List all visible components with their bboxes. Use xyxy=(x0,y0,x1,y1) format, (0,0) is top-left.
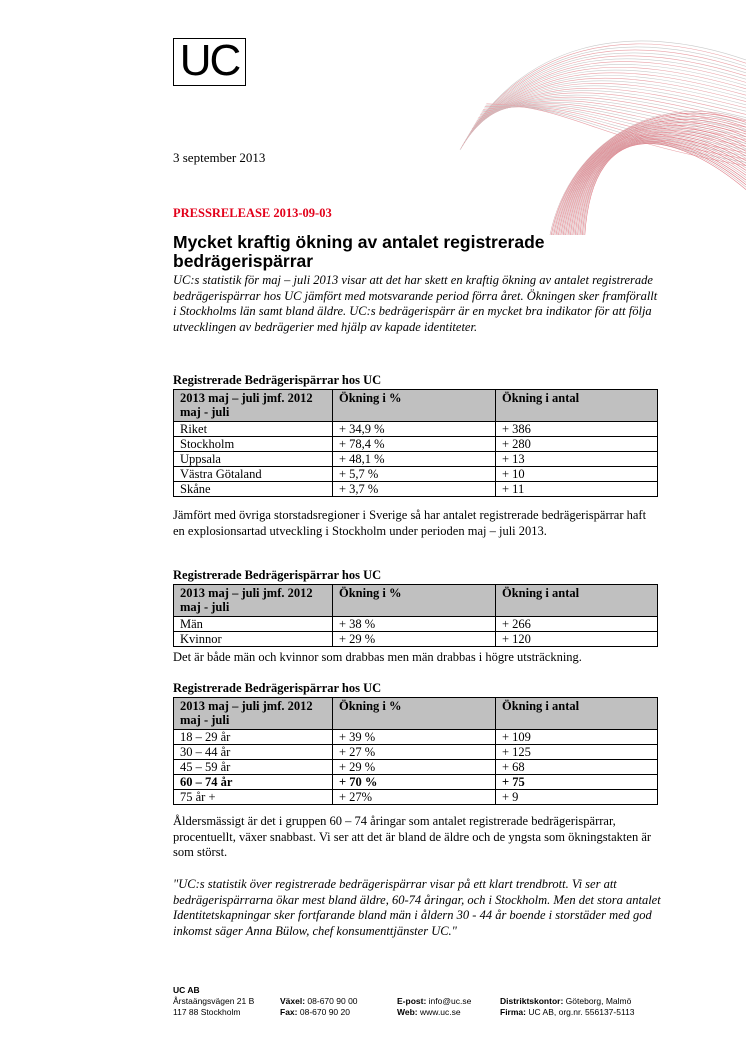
table-header-row xyxy=(174,390,658,422)
table-header-cell: Ökning i % xyxy=(333,585,496,617)
email-link[interactable]: info@uc.se xyxy=(428,996,472,1006)
table-cell: + 11 xyxy=(496,482,658,497)
table-header-row xyxy=(174,585,658,617)
web-link[interactable]: www.uc.se xyxy=(420,1007,461,1017)
table-cell: + 13 xyxy=(496,452,658,467)
table-header-cell: Ökning i % xyxy=(333,698,496,730)
table-row xyxy=(174,437,658,452)
table-1-note: Jämfört med övriga storstadsregioner i Sverige så har antalet registrerade bedrägerispärrar haft en explosionsartad utveckling i Stockholm under perioden maj – juli 2013. xyxy=(173,508,647,538)
table-header-cell: Ökning i antal xyxy=(496,390,658,422)
table-cell: + 29 % xyxy=(333,632,496,647)
table-cell: Kvinnor xyxy=(174,632,333,647)
footer-company: UC AB xyxy=(173,985,200,995)
table-cell: Riket xyxy=(174,422,333,437)
document-date: 3 september 2013 xyxy=(173,150,266,165)
table-cell: + 109 xyxy=(496,730,658,745)
table-row xyxy=(174,617,658,632)
table-cell: + 29 % xyxy=(333,760,496,775)
table-row xyxy=(174,422,658,437)
table-row xyxy=(174,730,658,745)
table-cell: + 120 xyxy=(496,632,658,647)
table-header-cell: Ökning i antal xyxy=(496,585,658,617)
table-cell: 75 år + xyxy=(174,790,333,805)
press-release-label: PRESSRELEASE 2013-09-03 xyxy=(173,206,332,220)
table-cell: + 3,7 % xyxy=(333,482,496,497)
table-row xyxy=(174,760,658,775)
footer-contact: E-post: info@uc.se Web: www.uc.se xyxy=(397,996,472,1017)
table-cell: + 70 % xyxy=(333,775,496,790)
table-cell: Skåne xyxy=(174,482,333,497)
table-cell: + 27 % xyxy=(333,745,496,760)
table-cell: 30 – 44 år xyxy=(174,745,333,760)
table-cell: + 68 xyxy=(496,760,658,775)
table-row xyxy=(174,775,658,790)
table-header-row xyxy=(174,698,658,730)
footer-offices: Distriktskontor: Göteborg, Malmö Firma: UC AB, org.nr. 556137-5113 xyxy=(500,996,635,1017)
footer-address: Årstaängsvägen 21 B 117 88 Stockholm xyxy=(173,996,255,1017)
table-row xyxy=(174,745,658,760)
table-row xyxy=(174,632,658,647)
ingress-text: UC:s statistik för maj – juli 2013 visar att det har skett en kraftig ökning av antalet registrerade bedrägerispärrar hos UC jämfört med motsvarande period förra året. Ökningen sker framförallt i Stockholms län samt bland äldre. UC:s bedrägerispärr är en mycket bra indikator för att följa utvecklingen av bedrägerier med hjälp av kapade identiteter. xyxy=(173,273,658,334)
table-row xyxy=(174,790,658,805)
table-cell: + 125 xyxy=(496,745,658,760)
table-cell: + 27% xyxy=(333,790,496,805)
swirl-line xyxy=(570,135,746,235)
table-header-cell: Ökning i antal xyxy=(496,698,658,730)
table-cell: Stockholm xyxy=(174,437,333,452)
headline: Mycket kraftig ökning av antalet registrerade bedrägerispärrar xyxy=(173,232,545,271)
table-cell: + 10 xyxy=(496,467,658,482)
footer xyxy=(173,985,635,1017)
region-table xyxy=(173,389,658,497)
table-header-cell: 2013 maj – juli jmf. 2012 maj - juli xyxy=(174,585,333,617)
table-cell: 60 – 74 år xyxy=(174,775,333,790)
gender-table xyxy=(173,584,658,647)
table-cell: + 38 % xyxy=(333,617,496,632)
table-cell: + 9 xyxy=(496,790,658,805)
table-1-title: Registrerade Bedrägerispärrar hos UC xyxy=(173,373,382,387)
table-row xyxy=(174,482,658,497)
table-cell: Västra Götaland xyxy=(174,467,333,482)
table-row xyxy=(174,467,658,482)
table-3-note: Åldersmässigt är det i gruppen 60 – 74 åringar som antalet registrerade bedrägerispärrar, procentuellt, växer snabbast. Vi ser att det är bland de äldre och de yngsta som ökningstakten är som störst. xyxy=(173,814,652,859)
table-cell: + 386 xyxy=(496,422,658,437)
table-2-note: Det är både män och kvinnor som drabbas men män drabbas i högre utsträckning. xyxy=(173,650,582,664)
table-cell: Män xyxy=(174,617,333,632)
decorative-swirl-graphic xyxy=(400,0,746,235)
table-cell: 45 – 59 år xyxy=(174,760,333,775)
table-header-cell: Ökning i % xyxy=(333,390,496,422)
table-header-cell: 2013 maj – juli jmf. 2012 maj - juli xyxy=(174,698,333,730)
table-cell: Uppsala xyxy=(174,452,333,467)
table-cell: + 34,9 % xyxy=(333,422,496,437)
table-cell: + 75 xyxy=(496,775,658,790)
age-table xyxy=(173,697,658,805)
table-header-cell: 2013 maj – juli jmf. 2012 maj - juli xyxy=(174,390,333,422)
quote-text: "UC:s statistik över registrerade bedrägerispärrar visar på ett klart trendbrott. Vi ser att bedrägerispärrarna ökar mest bland äldre, 60-74 åringar, och i Stockholm. Men det stora antalet Identitetskapningar sker fortfarande bland män i åldern 30 - 44 år boende i storstäder med god inkomst säger Anna Bülow, chef konsumenttjänster UC." xyxy=(173,877,661,938)
uc-logo: UC xyxy=(173,38,246,86)
table-2-title: Registrerade Bedrägerispärrar hos UC xyxy=(173,568,382,582)
table-cell: + 48,1 % xyxy=(333,452,496,467)
table-cell: 18 – 29 år xyxy=(174,730,333,745)
footer-phone-fax: Växel: 08-670 90 00 Fax: 08-670 90 20 xyxy=(280,996,358,1017)
table-3-title: Registrerade Bedrägerispärrar hos UC xyxy=(173,681,382,695)
table-cell: + 78,4 % xyxy=(333,437,496,452)
table-cell: + 280 xyxy=(496,437,658,452)
table-cell: + 39 % xyxy=(333,730,496,745)
table-cell: + 266 xyxy=(496,617,658,632)
table-row xyxy=(174,452,658,467)
table-cell: + 5,7 % xyxy=(333,467,496,482)
